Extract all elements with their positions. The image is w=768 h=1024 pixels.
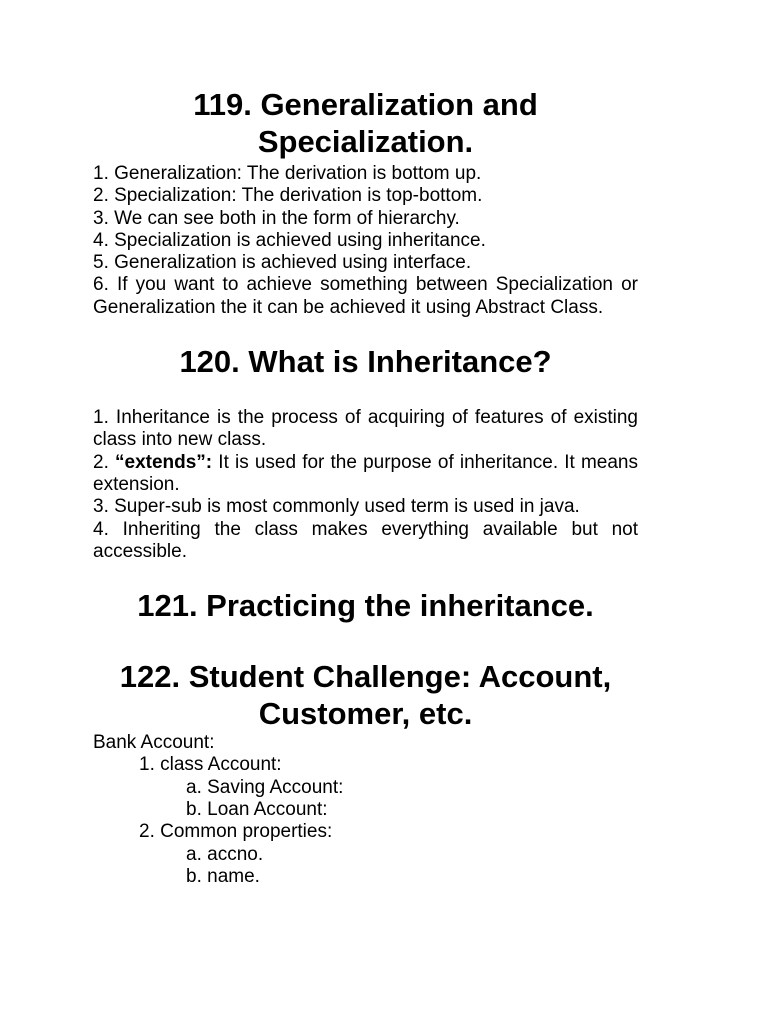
sub-item: b. Loan Account: bbox=[186, 799, 328, 821]
group-label: 2. Common properties: bbox=[139, 821, 333, 843]
section-122-list bbox=[93, 732, 638, 888]
section-120-heading: 120. What is Inheritance? bbox=[179, 344, 552, 380]
bank-account-intro: Bank Account: bbox=[93, 732, 215, 754]
section-120-list bbox=[93, 407, 638, 563]
list-item: 1. Inheritance is the process of acquiring of features of existing class into new class. bbox=[93, 407, 638, 451]
list-item: 5. Generalization is achieved using interface. bbox=[93, 252, 472, 274]
section-119-heading: 119. Generalization and Specialization. bbox=[193, 87, 538, 159]
item-rest: It is used for the purpose of inheritance. It means extension. bbox=[93, 451, 638, 495]
sub-item: b. name. bbox=[186, 865, 260, 887]
list-item: 1. Generalization: The derivation is bottom up. bbox=[93, 163, 482, 184]
sub-item: a. Saving Account: bbox=[186, 776, 344, 798]
list-item: 4. Inheriting the class makes everything available but not accessible. bbox=[93, 518, 638, 562]
list-item: 3. Super-sub is most commonly used term is used in java. bbox=[93, 496, 580, 518]
sub-item: a. accno. bbox=[186, 843, 264, 865]
list-item: 6. If you want to achieve something between Specialization or Generalization the it can be achieved it using Abstract Class. bbox=[93, 274, 638, 318]
item-prefix: 2. bbox=[93, 451, 115, 473]
list-item: 2. Specialization: The derivation is top-bottom. bbox=[93, 185, 483, 207]
list-item: 4. Specialization is achieved using inheritance. bbox=[93, 229, 486, 251]
list-item: 3. We can see both in the form of hierarchy. bbox=[93, 207, 460, 229]
document-page bbox=[93, 86, 638, 888]
section-121-heading: 121. Practicing the inheritance. bbox=[137, 588, 594, 624]
group-label: 1. class Account: bbox=[139, 754, 282, 776]
section-122-heading: 122. Student Challenge: Account, Customer, etc. bbox=[119, 659, 612, 732]
section-119-list bbox=[93, 163, 638, 319]
extends-keyword: “extends”: bbox=[115, 451, 213, 473]
list-item bbox=[93, 452, 638, 497]
